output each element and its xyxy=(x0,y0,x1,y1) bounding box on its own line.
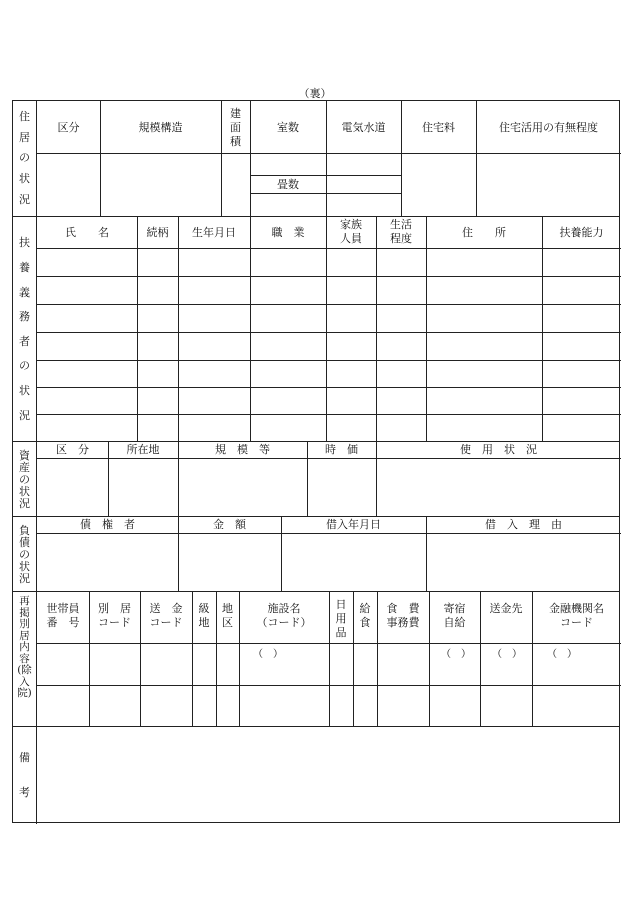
debts-date-header: 借入年月日 xyxy=(326,518,381,531)
debts-amount-header: 金 額 xyxy=(213,518,246,531)
facility-code-paren: （ ） xyxy=(253,649,283,660)
support-birth-header: 生年月日 xyxy=(192,226,236,239)
separate-remit-code-header: 送 金 コード xyxy=(149,602,183,629)
support-life-header: 生活 程度 xyxy=(390,218,412,245)
separate-facility-header: 施設名 （コード） xyxy=(256,602,312,629)
remarks-label: 備 考 xyxy=(13,727,37,824)
support-name-header: 氏 名 xyxy=(65,226,109,239)
separate-daily-header: 日 用 品 xyxy=(335,598,347,639)
separate-code-header: 別 居 コード xyxy=(98,602,131,629)
housing-utility-header: 電気水道 xyxy=(341,121,386,134)
housing-section xyxy=(13,101,619,216)
separate-bank-header: 金融機関名 コード xyxy=(549,602,604,629)
housing-tatemenseki-header: 建 面 積 xyxy=(230,107,241,148)
separate-grade-header: 級 地 xyxy=(198,602,210,629)
bank-code-paren: （ ） xyxy=(547,649,577,660)
support-relation-header: 続柄 xyxy=(146,226,169,239)
separate-label: 再 掲 別 居 内 容 (除 入 院) xyxy=(13,592,37,727)
debts-creditor-header: 債 権 者 xyxy=(80,518,135,531)
housing-room-header: 室数 xyxy=(277,121,299,134)
assets-kubun-header: 区 分 xyxy=(56,443,89,456)
board-paren: （ ） xyxy=(441,649,471,660)
separate-section xyxy=(13,591,619,727)
form-table xyxy=(12,100,620,823)
support-family-header: 家族 人員 xyxy=(340,218,362,245)
assets-section xyxy=(13,441,619,517)
assets-usage-header: 使 用 状 況 xyxy=(460,443,537,456)
debts-reason-header: 借 入 理 由 xyxy=(485,518,562,531)
support-section xyxy=(13,216,619,442)
support-ability-header: 扶養能力 xyxy=(559,226,604,239)
housing-rent-header: 住宅料 xyxy=(422,121,455,134)
support-address-header: 住 所 xyxy=(462,226,506,239)
support-job-header: 職 業 xyxy=(271,226,305,239)
housing-kubun-header: 区分 xyxy=(57,121,80,134)
remarks-section xyxy=(13,726,619,824)
debts-section xyxy=(13,516,619,592)
housing-usage-header: 住宅活用の有無程度 xyxy=(499,121,598,134)
separate-district-header: 地 区 xyxy=(222,602,233,629)
support-label: 扶 養 義 務 者 の 状 況 xyxy=(13,217,37,442)
assets-location-header: 所在地 xyxy=(126,443,160,456)
remit-to-paren: （ ） xyxy=(492,649,522,660)
separate-remit-to-header: 送金先 xyxy=(489,602,523,615)
debts-label: 負 債 の 状 況 xyxy=(13,517,37,592)
separate-household-header: 世帯員 番 号 xyxy=(46,602,80,629)
housing-kibo-header: 規模構造 xyxy=(138,121,183,134)
separate-board-header: 寄宿 自給 xyxy=(443,602,466,629)
housing-jousuu-label: 畳数 xyxy=(277,178,299,191)
housing-label: 住 居 の 状 況 xyxy=(13,101,37,216)
page-title: （裏） xyxy=(298,87,332,100)
assets-label: 資 産 の 状 況 xyxy=(13,442,37,517)
assets-scale-header: 規 模 等 xyxy=(215,443,270,456)
separate-meal-header: 給 食 xyxy=(359,602,371,629)
separate-food-cost-header: 食 費 事務費 xyxy=(386,602,420,629)
assets-price-header: 時 価 xyxy=(325,443,358,456)
